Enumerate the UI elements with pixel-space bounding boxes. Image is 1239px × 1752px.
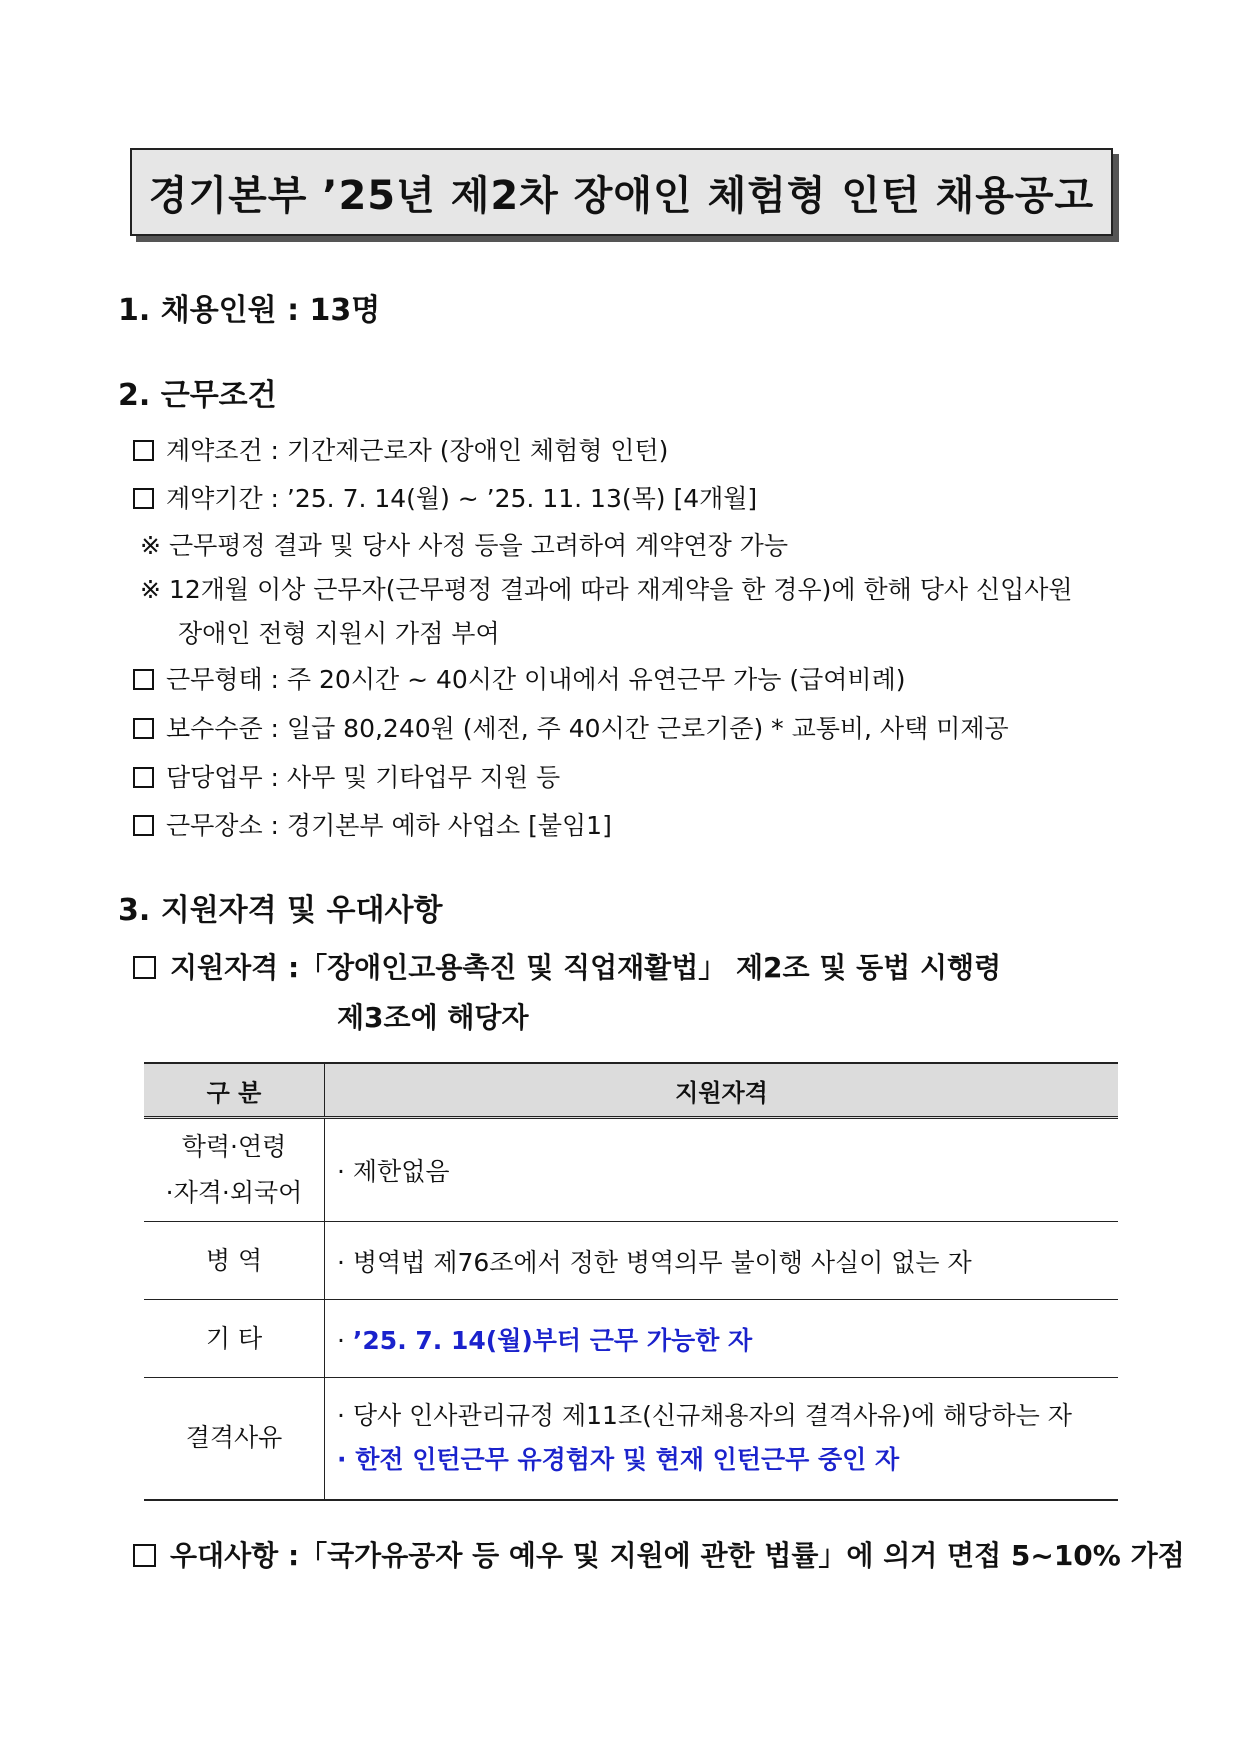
table-header-category: 구 분 [144,1063,325,1118]
qualification-line-cont: 제3조에 해당자 [337,1001,529,1034]
table-row-value: · 병역법 제76조에서 정한 병역의무 불이행 사실이 없는 자 [325,1222,1119,1300]
table-row-label [144,1118,325,1222]
label-line: ·자격·외국어 [165,1178,303,1207]
label-line: 학력·연령 [181,1132,287,1161]
table-row-label: 병 역 [144,1222,325,1300]
preference-text: 우대사항 :「국가유공자 등 예우 및 지원에 관한 법률」에 의거 면접 5~10% 가점 [170,1539,1185,1572]
qualification-table [144,1062,1118,1501]
table-header-qualification: 지원자격 [325,1063,1119,1118]
table-row-value [325,1378,1119,1500]
table-row [144,1300,1118,1378]
note-text: 12개월 이상 근무자(근무평정 결과에 따라 재계약을 한 경우)에 한해 당사 신입사원 [168,575,1073,604]
condition-text: 보수수준 : 일급 80,240원 (세전, 주 40시간 근로기준) * 교통비, 사택 미제공 [166,714,1009,743]
checkbox-icon [133,488,154,509]
note-bonus-cont: 장애인 전형 지원시 가점 부여 [178,619,500,648]
condition-text: 계약기간 : ’25. 7. 14(월) ~ ’25. 11. 13(목) [4개월] [166,484,758,513]
condition-pay [133,709,1009,745]
reference-mark-icon: ※ [140,531,161,560]
section-1-heading: 1. 채용인원 : 13명 [118,293,381,328]
highlight-text: · 한전 인턴근무 유경험자 및 현재 인턴근무 중인 자 [337,1445,900,1475]
note-text: 근무평정 결과 및 당사 사정 등을 고려하여 계약연장 가능 [168,531,788,560]
qualification-line [133,946,1001,986]
preference-line [133,1534,1185,1574]
condition-contract-period [133,479,757,515]
table-header-row [144,1063,1118,1118]
section-2-heading: 2. 근무조건 [118,378,277,413]
qualification-text: 지원자격 :「장애인고용촉진 및 직업재활법」 제2조 및 동법 시행령 [170,951,1002,984]
value-line: · 당사 인사관리규정 제11조(신규채용자의 결격사유)에 해당하는 자 [337,1401,1072,1431]
table-row [144,1378,1118,1500]
table-row [144,1222,1118,1300]
condition-duty [133,758,560,794]
condition-text: 담당업무 : 사무 및 기타업무 지원 등 [166,763,561,792]
condition-contract-type [133,431,668,467]
table-row-label: 기 타 [144,1300,325,1378]
condition-work-type [133,660,905,696]
reference-mark-icon: ※ [140,575,161,604]
table-row [144,1118,1118,1222]
condition-location [133,806,612,842]
checkbox-icon [133,718,154,739]
section-3-heading: 3. 지원자격 및 우대사항 [118,893,443,928]
checkbox-icon [133,815,154,836]
condition-text: 근무형태 : 주 20시간 ~ 40시간 이내에서 유연근무 가능 (급여비례) [166,665,906,694]
checkbox-icon [133,440,154,461]
condition-text: 계약조건 : 기간제근로자 (장애인 체험형 인턴) [166,436,669,465]
condition-text: 근무장소 : 경기본부 예하 사업소 [붙임1] [166,811,612,840]
checkbox-icon [133,669,154,690]
title-box [130,148,1117,240]
checkbox-icon [133,956,156,979]
highlight-text: ’25. 7. 14(월)부터 근무 가능한 자 [352,1325,753,1355]
page-title: 경기본부 ’25년 제2차 장애인 체험형 인턴 채용공고 [130,148,1113,236]
bullet: · [337,1325,353,1355]
table-row-value [325,1300,1119,1378]
table-row-label: 결격사유 [144,1378,325,1500]
checkbox-icon [133,1544,156,1567]
checkbox-icon [133,767,154,788]
table-row-value: · 제한없음 [325,1118,1119,1222]
note-bonus [140,570,1073,606]
note-extension [140,526,788,562]
